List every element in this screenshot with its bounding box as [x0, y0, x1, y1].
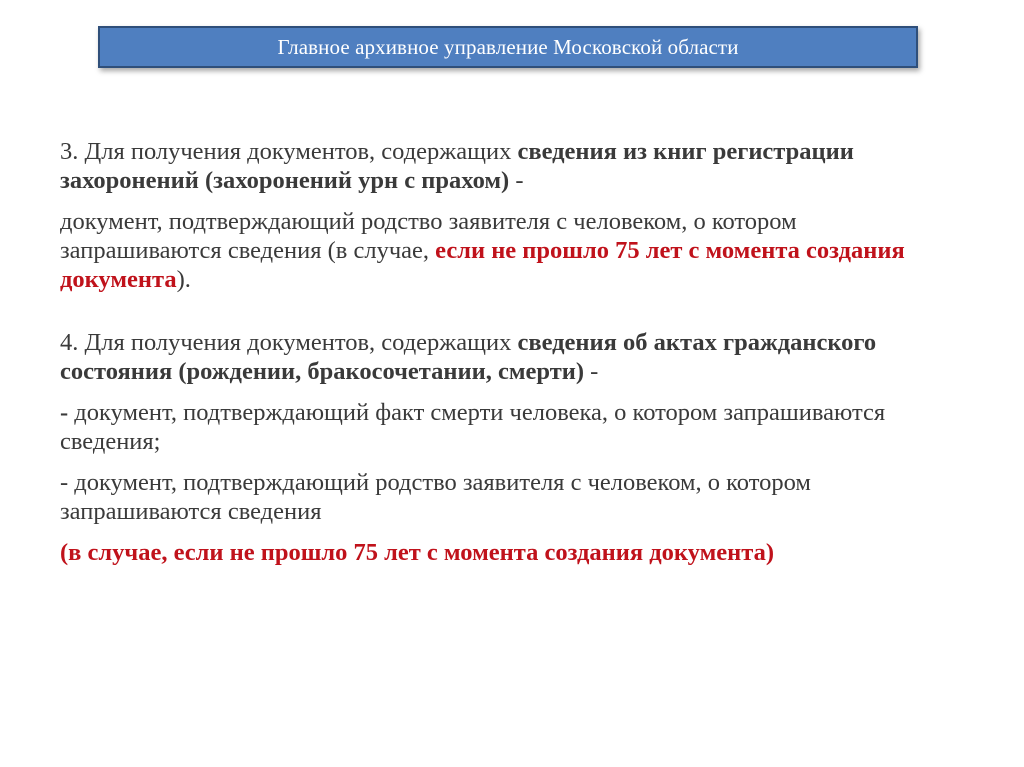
- item-4-note-red: (в случае, если не прошло 75 лет с момента создания документа): [60, 539, 775, 566]
- item-4-doc1-dash: -: [60, 399, 69, 426]
- item-4-intro-text: 4. Для получения документов, содержащих: [60, 329, 518, 356]
- item-4-doc2-text: - документ, подтверждающий родство заявителя с человеком, о котором запрашиваются сведения: [60, 469, 811, 525]
- item-3-doc-red: если не прошло 75 лет с момента создания документа: [60, 237, 905, 293]
- item-3-intro-text: 3. Для получения документов, содержащих: [60, 138, 518, 165]
- item-4-intro: [60, 328, 960, 386]
- item-3-doc-tail: ).: [176, 266, 191, 293]
- item-3-intro: [60, 137, 960, 195]
- item-3-intro-bold: сведения из книг регистрации захоронений (захоронений урн с прахом): [60, 138, 854, 194]
- item-4-intro-bold: сведения об актах гражданского состояния (рождении, бракосочетании, смерти): [60, 329, 877, 385]
- item-3-doc-text: документ, подтверждающий родство заявителя с человеком, о котором запрашиваются сведения (в случае,: [60, 208, 797, 264]
- item-4-note: [60, 538, 960, 567]
- content-body: [60, 137, 960, 579]
- header-banner: [98, 26, 918, 68]
- item-3-document: [60, 207, 960, 294]
- item-3-intro-tail: -: [509, 167, 524, 194]
- item-4-doc1-text: документ, подтверждающий факт смерти человека, о котором запрашиваются сведения;: [60, 399, 886, 455]
- item-4-document-2: [60, 468, 960, 526]
- item-4-intro-tail: -: [584, 358, 599, 385]
- page-title: Главное архивное управление Московской области: [277, 34, 739, 59]
- item-4-document-1: [60, 398, 960, 456]
